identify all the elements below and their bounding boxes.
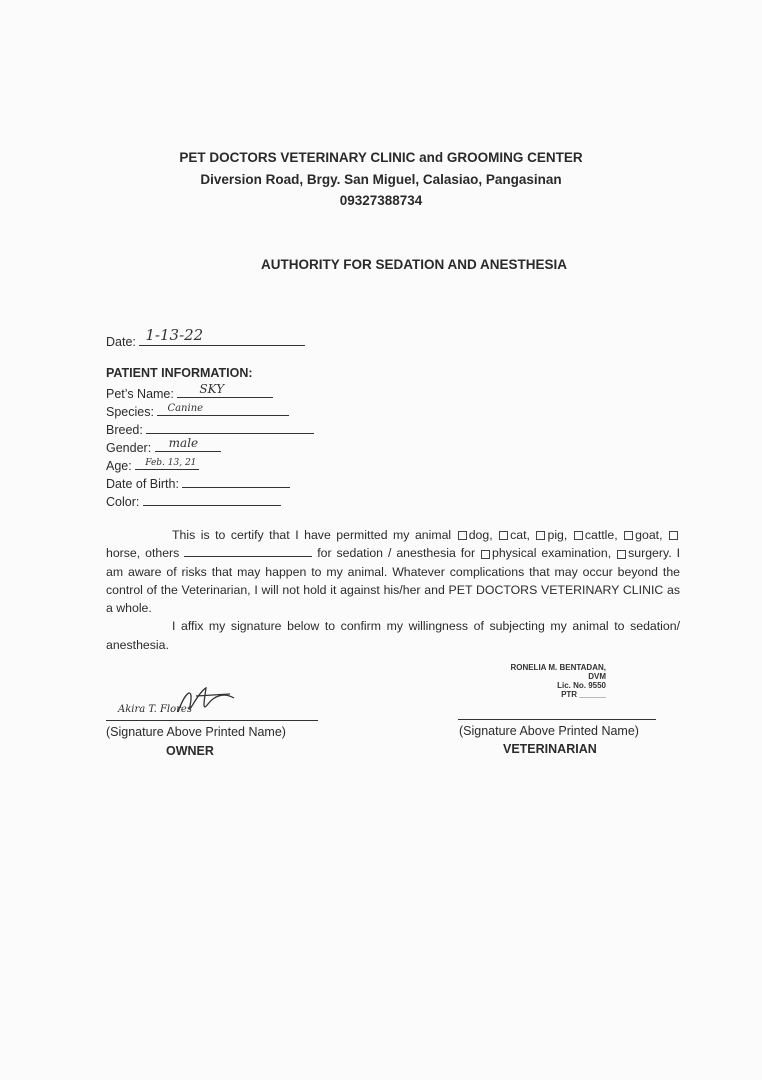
date-of-birth-line <box>182 474 290 488</box>
pets-name-label: Pet’s Name: <box>106 387 174 401</box>
vet-stamp-ptr: PTR ______ <box>561 690 606 699</box>
clinic-address: Diversion Road, Brgy. San Miguel, Calasiao, Pangasinan <box>200 172 562 187</box>
date-of-birth-field <box>106 474 290 491</box>
certification-paragraph <box>106 526 680 654</box>
owner-signature-scribble <box>168 682 248 722</box>
breed-label: Breed: <box>106 423 143 437</box>
owner-signature-line <box>106 719 318 721</box>
color-line <box>143 492 281 506</box>
physical-exam-label: physical examination, <box>492 546 612 561</box>
veterinarian-stamp <box>500 663 606 699</box>
veterinarian-role: VETERINARIAN <box>503 742 597 756</box>
color-label: Color: <box>106 495 140 509</box>
gender-field <box>106 438 221 455</box>
pig-label: pig, <box>547 528 568 542</box>
pets-name-value: SKY <box>199 382 225 396</box>
age-value: Feb. 13, 21 <box>145 458 197 468</box>
risk-text: I am aware of risks that may happen to my animal. Whatever complications that may occur beyond the control of the Veterinarian, I will not hold it against his/her and PET DOCTORS VETERINARY CLINIC as a whole. <box>106 546 680 616</box>
species-field <box>106 402 289 419</box>
surgery-label: surgery. <box>628 546 672 561</box>
breed-field <box>106 420 314 437</box>
color-field <box>106 492 281 509</box>
pig-checkbox[interactable] <box>536 531 545 540</box>
species-line <box>157 402 289 416</box>
date-label: Date: <box>106 335 136 349</box>
dog-checkbox[interactable] <box>458 531 467 540</box>
cat-checkbox[interactable] <box>499 531 508 540</box>
gender-label: Gender: <box>106 441 152 455</box>
vet-stamp-license: Lic. No. 9550 <box>557 681 606 690</box>
cat-label: cat, <box>510 528 530 542</box>
owner-printed-name: Akira T. Flores <box>118 704 192 715</box>
cattle-label: cattle, <box>584 528 618 542</box>
patient-section-title: PATIENT INFORMATION: <box>106 366 253 380</box>
gender-value: male <box>168 436 199 450</box>
surgery-checkbox[interactable] <box>617 550 626 559</box>
dog-label: dog, <box>468 528 493 542</box>
species-label: Species: <box>106 405 154 419</box>
goat-checkbox[interactable] <box>624 531 633 540</box>
vet-stamp-name: RONELIA M. BENTADAN, DVM <box>510 663 606 681</box>
gender-line <box>155 438 221 452</box>
date-of-birth-label: Date of Birth: <box>106 477 179 491</box>
veterinarian-signature-line <box>458 718 656 720</box>
horse-others-label: horse, others <box>106 546 180 561</box>
breed-line <box>146 420 314 434</box>
pets-name-line <box>177 384 273 398</box>
age-label: Age: <box>106 459 132 473</box>
affix-text: I affix my signature below to confirm my willingness of subjecting my animal to sedation/ anesthesia. <box>106 619 680 652</box>
others-blank <box>184 545 312 557</box>
pets-name-field <box>106 384 273 401</box>
owner-role: OWNER <box>166 744 214 758</box>
species-value: Canine <box>167 403 204 414</box>
date-value: 1-13-22 <box>145 326 204 344</box>
sedation-text: for sedation / anesthesia for <box>317 546 476 561</box>
veterinarian-signature-caption: (Signature Above Printed Name) <box>459 724 639 738</box>
date-line <box>139 326 305 346</box>
certify-text: This is to certify that I have permitted my animal <box>172 528 452 542</box>
date-field <box>106 326 305 349</box>
owner-signature-caption: (Signature Above Printed Name) <box>106 725 286 739</box>
horse-checkbox[interactable] <box>669 531 678 540</box>
goat-label: goat, <box>635 528 663 542</box>
clinic-name: PET DOCTORS VETERINARY CLINIC and GROOMING CENTER <box>179 150 583 165</box>
age-field <box>106 456 199 473</box>
clinic-phone: 09327388734 <box>339 193 423 208</box>
age-line <box>135 456 199 470</box>
form-title: AUTHORITY FOR SEDATION AND ANESTHESIA <box>260 257 567 272</box>
physical-exam-checkbox[interactable] <box>481 550 490 559</box>
cattle-checkbox[interactable] <box>574 531 583 540</box>
